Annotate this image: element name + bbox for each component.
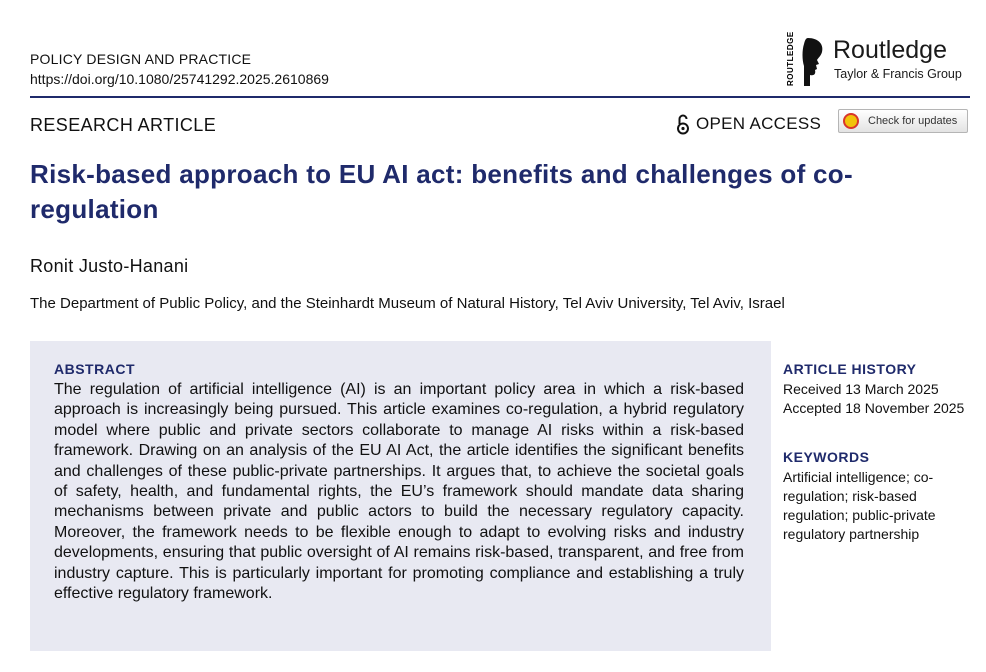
crossmark-icon [843, 113, 859, 129]
open-access-label: OPEN ACCESS [696, 114, 822, 133]
publisher-logo[interactable] [786, 31, 976, 90]
keywords-list: Artificial intelligence; co-regulation; risk-based regulation; public-private regulatory partnership [783, 469, 936, 542]
received-date: Received 13 March 2025 [783, 381, 939, 397]
doi-link[interactable]: https://doi.org/10.1080/25741292.2025.2610869 [30, 71, 329, 87]
publisher-group: Taylor & Francis Group [834, 67, 962, 81]
routledge-head-icon [800, 36, 830, 88]
publisher-vertical-text: ROUTLEDGE [786, 31, 795, 86]
journal-name: POLICY DESIGN AND PRACTICE [30, 51, 252, 67]
accepted-date: Accepted 18 November 2025 [783, 400, 965, 416]
publisher-name: Routledge [833, 36, 947, 64]
article-type: RESEARCH ARTICLE [30, 115, 217, 135]
open-access-badge[interactable] [676, 113, 821, 135]
article-title: Risk-based approach to EU AI act: benefits and challenges of co-regulation [30, 159, 853, 224]
keywords-heading: KEYWORDS [783, 449, 870, 465]
open-lock-icon [676, 113, 690, 135]
check-updates-button[interactable] [838, 109, 968, 133]
abstract-heading: ABSTRACT [54, 361, 135, 377]
check-updates-label: Check for updates [868, 115, 958, 127]
abstract-text: The regulation of artificial intelligence (AI) is an important policy area in which a risk-based approach is increasingly being pursued. This article examines co-regulation, a hybrid regulatory model where public and private sectors collaborate to manage AI risks within a risk-based framework. Drawing on an analysis of the EU AI Act, the article identifies the significant benefits and challenges of these public-private partnerships. It argues that, to achieve the societal goals of safety, health, and fundamental rights, the EU’s framework should mandate data sharing mechanisms between private and public actors to build the necessary regulatory capacity. Moreover, the framework needs to be flexible enough to adapt to evolving risks and industry developments, ensuring that public oversight of AI remains risk-based, transparent, and free from industry capture. This is particularly important for promoting compliance and establishing a truly effective regulatory framework. [54, 381, 744, 603]
author-name[interactable]: Ronit Justo-Hanani [30, 256, 189, 276]
header-divider [30, 96, 970, 98]
article-history-heading: ARTICLE HISTORY [783, 361, 917, 377]
author-affiliation: The Department of Public Policy, and the Steinhardt Museum of Natural History, Tel Aviv University, Tel Aviv, Israel [30, 295, 785, 312]
